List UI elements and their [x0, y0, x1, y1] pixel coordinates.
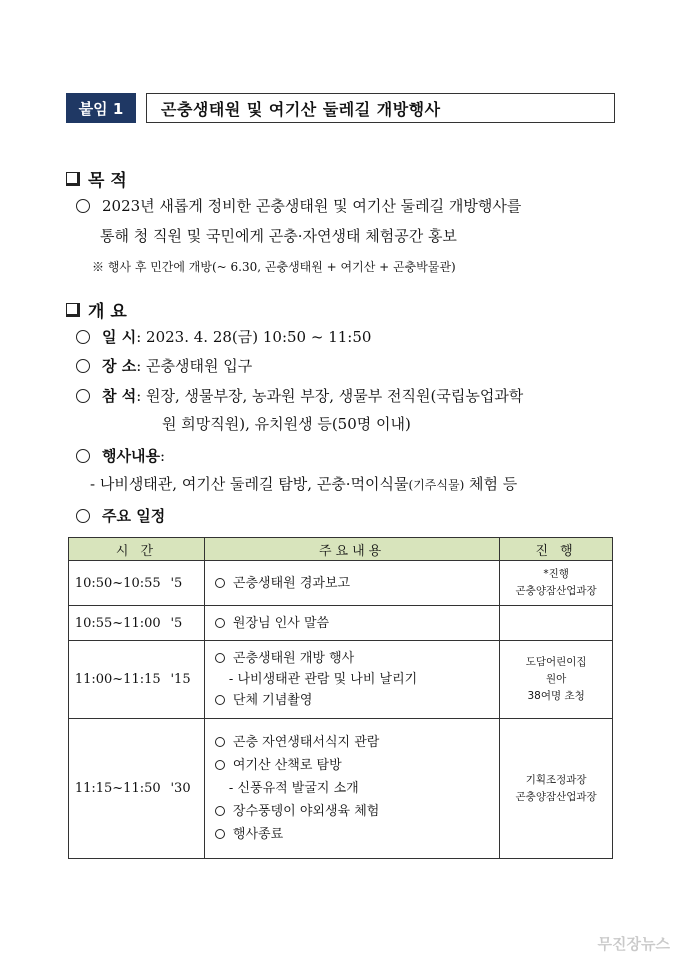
overview-date: 일 시: 2023. 4. 28(금) 10:50 ~ 11:50 — [76, 327, 371, 347]
square-bullet-icon — [66, 303, 80, 317]
attachment-badge: 붙임 1 — [66, 93, 136, 123]
schedule-table — [68, 537, 613, 859]
table-header-row — [69, 538, 613, 561]
circle-bullet-icon — [76, 389, 90, 403]
overview-attendees: 참 석: 원장, 생물부장, 농과원 부장, 생물부 전직원(국립농업과학 — [76, 386, 523, 406]
square-bullet-icon — [66, 172, 80, 186]
table-row: 11:00~11:15 '15 곤충생태원 개방 행사 - 나비생태관 관람 및 나비 날리기 단체 기념촬영 도담어린이집 원아 38여명 초청 — [69, 641, 613, 719]
circle-bullet-icon — [76, 359, 90, 373]
header-main: 주요내용 — [204, 538, 499, 561]
circle-bullet-icon — [215, 695, 225, 705]
overview-attendees-cont: 원 희망직원), 유치원생 등(50명 이내) — [162, 415, 411, 433]
circle-bullet-icon — [215, 578, 225, 588]
circle-bullet-icon — [215, 737, 225, 747]
circle-bullet-icon — [215, 829, 225, 839]
overview-schedule-label: 주요 일정 — [76, 506, 165, 526]
table-row: 10:50~10:55 '5 곤충생태원 경과보고 *진행 곤충양잠산업과장 — [69, 561, 613, 606]
table-row: 11:15~11:50 '30 곤충 자연생태서식지 관람 여기산 산책로 탐방 - 신풍유적 발굴지 소개 장수풍뎅이 야외생육 체험 행사종료 기획조정과장 곤충양잠산업과장 — [69, 719, 613, 859]
overview-content-label: 행사내용: — [76, 446, 165, 466]
purpose-line-2: 통해 청 직원 및 국민에게 곤충·자연생태 체험공간 홍보 — [100, 227, 457, 245]
overview-place: 장 소: 곤충생태원 입구 — [76, 356, 252, 376]
header-prog: 진 행 — [500, 538, 613, 561]
circle-bullet-icon — [215, 760, 225, 770]
purpose-line-1: 2023년 새롭게 정비한 곤충생태원 및 여기산 둘레길 개방행사를 — [76, 196, 521, 216]
circle-bullet-icon — [76, 449, 90, 463]
circle-bullet-icon — [215, 618, 225, 628]
purpose-note: ※ 행사 후 민간에 개방(~ 6.30, 곤충생태원 + 여기산 + 곤충박물관) — [92, 260, 456, 274]
table-row: 10:55~11:00 '5 원장님 인사 말씀 — [69, 606, 613, 641]
section-overview-heading: 개 요 — [66, 297, 127, 322]
document-title: 곤충생태원 및 여기산 둘레길 개방행사 — [146, 93, 615, 123]
header-time: 시 간 — [69, 538, 205, 561]
section-purpose-heading: 목 적 — [66, 166, 127, 191]
circle-bullet-icon — [215, 806, 225, 816]
watermark-logo: 무진장뉴스 — [597, 935, 670, 953]
circle-bullet-icon — [76, 330, 90, 344]
attachment-header — [66, 93, 615, 123]
overview-content-detail: - 나비생태관, 여기산 둘레길 탐방, 곤충·먹이식물(기주식물) 체험 등 — [90, 475, 518, 493]
circle-bullet-icon — [76, 509, 90, 523]
circle-bullet-icon — [76, 199, 90, 213]
circle-bullet-icon — [215, 653, 225, 663]
